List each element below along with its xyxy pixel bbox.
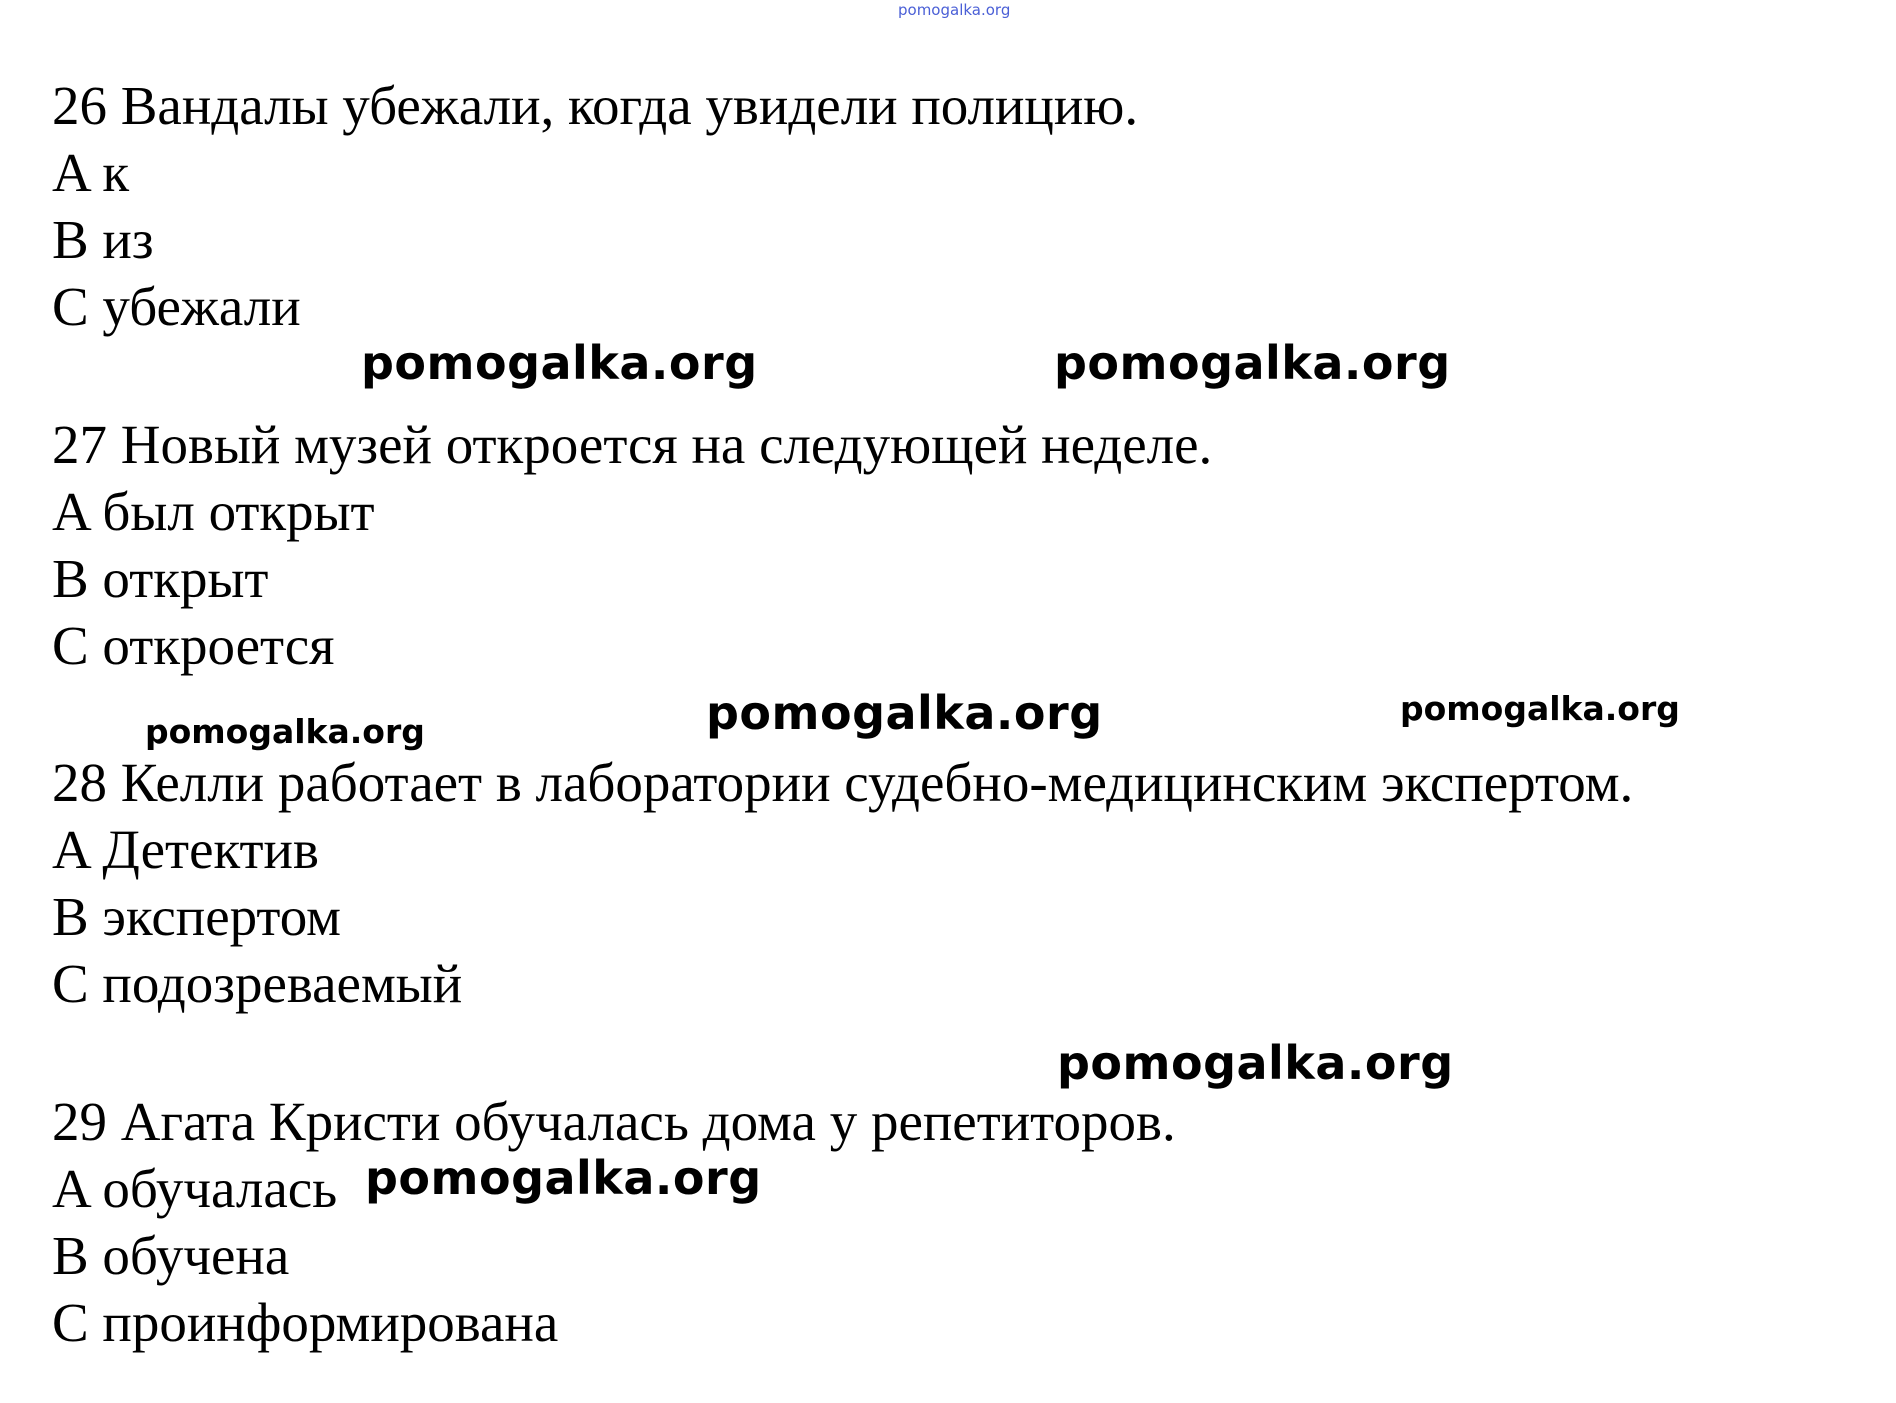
question-27-option-c: C откроется (52, 615, 335, 676)
watermark-6: pomogalka.org (1057, 1036, 1454, 1090)
question-28-text: 28 Келли работает в лаборатории судебно-медицинским экспертом. (52, 752, 1634, 813)
question-29-option-c: C проинформирована (52, 1292, 559, 1353)
question-29-text: 29 Агата Кристи обучалась дома у репетиторов. (52, 1091, 1176, 1152)
question-29-option-a: A обучалась (52, 1158, 338, 1219)
question-28-option-a: A Детектив (52, 819, 319, 880)
question-26-option-b: B из (52, 209, 154, 270)
watermark-5: pomogalka.org (1400, 689, 1680, 728)
watermark-4: pomogalka.org (706, 686, 1103, 740)
question-28-option-b: B экспертом (52, 886, 341, 947)
question-28-option-c: C подозреваемый (52, 953, 463, 1014)
question-26-option-c: C убежали (52, 276, 301, 337)
question-27-text: 27 Новый музей откроется на следующей неделе. (52, 414, 1213, 475)
watermark-3: pomogalka.org (145, 712, 425, 751)
header-watermark: pomogalka.org (898, 1, 1011, 19)
question-27-option-b: B открыт (52, 548, 269, 609)
watermark-7: pomogalka.org (365, 1151, 762, 1205)
question-29-option-b: B обучена (52, 1225, 290, 1286)
question-27-option-a: A был открыт (52, 481, 375, 542)
watermark-1: pomogalka.org (361, 336, 758, 390)
question-26-option-a: A к (52, 142, 130, 203)
question-26-text: 26 Вандалы убежали, когда увидели полицию. (52, 75, 1139, 136)
watermark-2: pomogalka.org (1054, 336, 1451, 390)
